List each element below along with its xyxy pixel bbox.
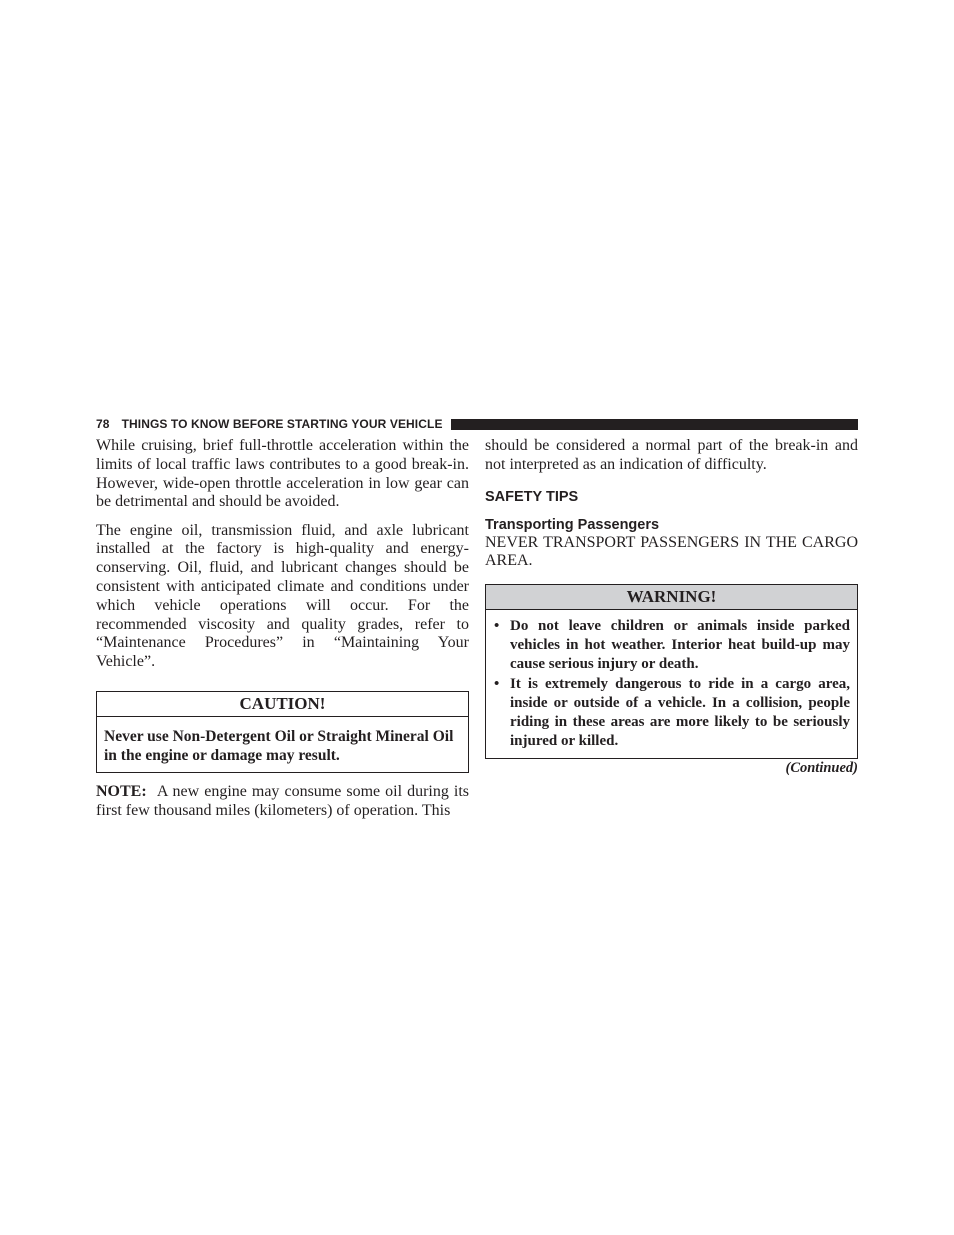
- note-label: NOTE:: [96, 783, 147, 801]
- running-header: [96, 417, 443, 431]
- bullet-icon: •: [494, 618, 500, 635]
- left-column: [96, 437, 469, 821]
- warning-item-text: Do not leave children or animals inside parked vehicles in hot weather. Interior heat build-up may cause serious injury or death.: [510, 618, 850, 673]
- caution-title: CAUTION!: [97, 692, 468, 717]
- caution-text: Never use Non-Detergent Oil or Straight Mineral Oil in the engine or damage may result.: [104, 728, 454, 765]
- bullet-icon: •: [494, 676, 500, 693]
- warning-title: WARNING!: [486, 585, 857, 610]
- passenger-instruction: NEVER TRANSPORT PASSENGERS IN THE CARGO AREA.: [485, 533, 858, 570]
- continued-label: (Continued): [785, 760, 858, 777]
- chapter-title: THINGS TO KNOW BEFORE STARTING YOUR VEHICLE: [121, 417, 443, 431]
- page-header: [96, 417, 858, 431]
- warning-item: [493, 675, 850, 751]
- warning-item-text: It is extremely dangerous to ride in a cargo area, inside or outside of a vehicle. In a collision, people riding in these areas are more likely to be seriously injured or killed.: [510, 676, 850, 750]
- section-heading: SAFETY TIPS: [485, 488, 579, 505]
- break-in-paragraph: While cruising, brief full-throttle acceleration within the limits of local traffic laws contributes to a good break-in. However, wide-open throttle acceleration in low gear can be detrimental and should be avoided.: [96, 437, 469, 511]
- continuation-paragraph: should be considered a normal part of the break-in and not interpreted as an indication of difficulty.: [485, 437, 858, 473]
- caution-box: [96, 691, 469, 773]
- header-rule-bar: [451, 419, 858, 430]
- warning-list: [486, 610, 857, 758]
- note-text: A new engine may consume some oil during its first few thousand miles (kilometers) of operation. This: [96, 783, 470, 819]
- page-number: 78: [96, 417, 110, 431]
- right-column: [485, 437, 858, 777]
- subsection-heading: Transporting Passengers: [485, 516, 660, 533]
- warning-box: [485, 584, 858, 759]
- note-paragraph: [96, 783, 469, 821]
- warning-item: [493, 617, 850, 674]
- engine-oil-paragraph: The engine oil, transmission fluid, and axle lubricant installed at the factory is high-quality and energy-conserving. Oil, fluid, and lubricant changes should be consistent with anticipated climate and conditions under which vehicle operations will occur. For the recommended viscosity and quality grades, refer to “Maintenance Procedures” in “Maintaining Your Vehicle”.: [96, 521, 469, 671]
